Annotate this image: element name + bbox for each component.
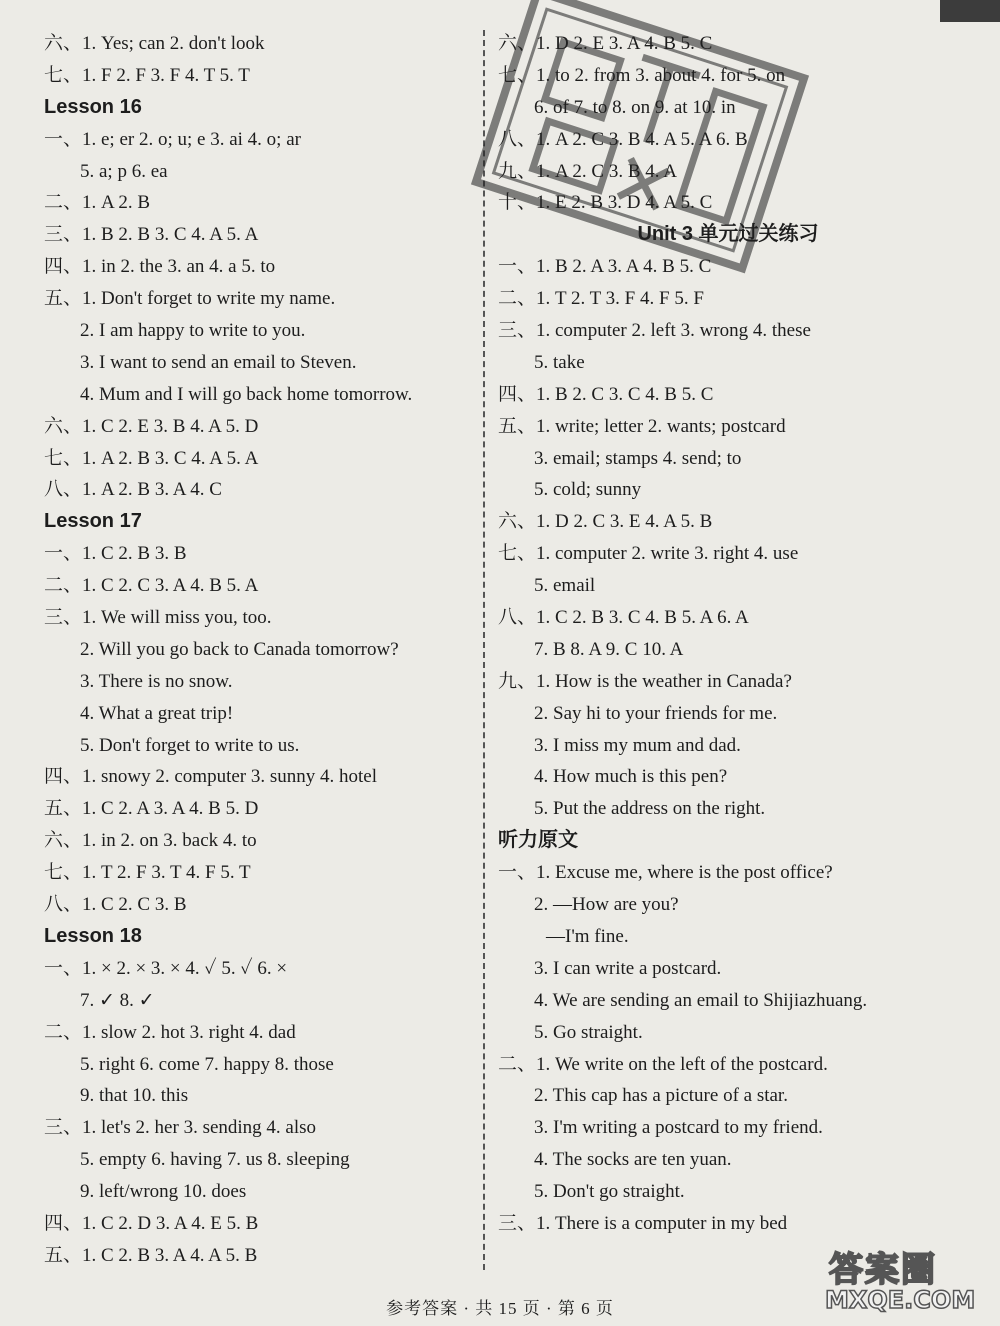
answer-line: 2. This cap has a picture of a star. (534, 1085, 788, 1107)
answer-line: 5. Go straight. (534, 1021, 643, 1043)
answer-line: 六、1. D 2. E 3. A 4. B 5. C (498, 33, 713, 54)
answer-line: 四、1. snowy 2. computer 3. sunny 4. hotel (44, 766, 378, 788)
answer-line: 七、1. to 2. from 3. about 4. for 5. on (498, 64, 786, 86)
answer-line: 5. email (534, 575, 596, 597)
answer-line: 八、1. C 2. B 3. C 4. B 5. A 6. A (498, 607, 749, 629)
answer-line: 一、1. × 2. × 3. × 4. ✓ 5. ✓ 6. × (44, 957, 288, 979)
section-heading: Lesson 16 (44, 95, 142, 118)
answer-line: 八、1. A 2. C 3. B 4. A 5. A 6. B (498, 128, 748, 150)
answer-line: 3. I want to send an email to Steven. (80, 351, 357, 373)
watermark-url: MXQE.COM (825, 1286, 976, 1314)
section-heading: Unit 3 单元过关练习 (637, 223, 819, 246)
answer-line: 六、1. Yes; can 2. don't look (44, 33, 265, 54)
answer-line: 一、1. e; er 2. o; u; e 3. ai 4. o; ar (44, 128, 301, 150)
answer-line: 9. left/wrong 10. does (80, 1181, 247, 1203)
answer-line: 一、1. B 2. A 3. A 4. B 5. C (498, 256, 712, 278)
left-column (44, 28, 474, 1272)
corner-tab (940, 0, 1000, 22)
site-watermark (817, 1240, 992, 1320)
answer-line: 7. ✓ 8. ✓ (80, 989, 155, 1011)
answer-line: 四、1. B 2. C 3. C 4. B 5. C (498, 383, 714, 405)
answer-line: 9. that 10. this (80, 1085, 189, 1107)
page-footer: 参考答案 · 共 15 页 · 第 6 页 (386, 1299, 614, 1318)
answer-line: 三、1. computer 2. left 3. wrong 4. these (498, 320, 811, 342)
answer-line: 七、1. computer 2. write 3. right 4. use (498, 543, 799, 565)
answer-line: 3. I can write a postcard. (534, 957, 722, 979)
section-heading: Lesson 17 (44, 510, 142, 533)
answer-line: 3. I'm writing a postcard to my friend. (534, 1117, 823, 1139)
answer-line: 六、1. C 2. E 3. B 4. A 5. D (44, 415, 259, 437)
answer-line: 二、1. T 2. T 3. F 4. F 5. F (498, 288, 704, 310)
answer-line: 2. Will you go back to Canada tomorrow? (80, 638, 399, 660)
answer-line: 六、1. in 2. on 3. back 4. to (44, 830, 257, 852)
answer-line: 十、1. E 2. B 3. D 4. A 5. C (498, 192, 713, 214)
answer-line: 九、1. How is the weather in Canada? (498, 670, 792, 692)
answer-line: 3. There is no snow. (80, 670, 233, 692)
watermark-logo-text: 答案圈 (829, 1250, 937, 1290)
answer-line: 5. cold; sunny (534, 479, 642, 501)
answer-line: 二、1. A 2. B (44, 192, 151, 214)
answer-line: 二、1. slow 2. hot 3. right 4. dad (44, 1021, 296, 1043)
answer-line: 5. Put the address on the right. (534, 798, 766, 820)
column-divider (483, 30, 485, 1270)
answer-line: 6. of 7. to 8. on 9. at 10. in (534, 96, 736, 118)
answer-line: 3. email; stamps 4. send; to (534, 447, 742, 469)
answer-line: 4. How much is this pen? (534, 766, 728, 788)
answer-line: 5. right 6. come 7. happy 8. those (80, 1053, 334, 1075)
answer-line: 八、1. A 2. B 3. A 4. C (44, 479, 222, 501)
answer-line: 四、1. C 2. D 3. A 4. E 5. B (44, 1212, 259, 1234)
answer-line: 二、1. We write on the left of the postcard. (498, 1053, 828, 1075)
answer-line: 5. Don't forget to write to us. (80, 734, 300, 756)
answer-line: 五、1. Don't forget to write my name. (44, 288, 336, 310)
answer-line: 4. We are sending an email to Shijiazhuang. (534, 989, 868, 1011)
answer-line: 7. B 8. A 9. C 10. A (534, 638, 684, 660)
answer-line: 2. —How are you? (534, 894, 679, 916)
answer-line: 八、1. C 2. C 3. B (44, 894, 187, 916)
answer-line: 七、1. F 2. F 3. F 4. T 5. T (44, 64, 250, 86)
answer-line: 四、1. in 2. the 3. an 4. a 5. to (44, 256, 276, 278)
answer-line: 五、1. C 2. B 3. A 4. A 5. B (44, 1244, 258, 1266)
answer-line: 5. take (534, 351, 585, 373)
answer-line: 二、1. C 2. C 3. A 4. B 5. A (44, 575, 259, 597)
answer-line: 2. Say hi to your friends for me. (534, 702, 778, 724)
answer-line: —I'm fine. (546, 925, 629, 947)
answer-line: 三、1. let's 2. her 3. sending 4. also (44, 1117, 317, 1139)
answer-line: 三、1. We will miss you, too. (44, 607, 272, 629)
answer-line: 五、1. write; letter 2. wants; postcard (498, 415, 786, 437)
answer-line: 五、1. C 2. A 3. A 4. B 5. D (44, 798, 259, 820)
section-heading: Lesson 18 (44, 924, 142, 947)
answer-line: 4. The socks are ten yuan. (534, 1149, 732, 1171)
answer-line: 2. I am happy to write to you. (80, 320, 306, 342)
answer-line: 5. Don't go straight. (534, 1181, 685, 1203)
answer-line: 七、1. A 2. B 3. C 4. A 5. A (44, 447, 259, 469)
answer-line: 三、1. There is a computer in my bed (498, 1212, 788, 1234)
answer-line: 六、1. D 2. C 3. E 4. A 5. B (498, 511, 713, 533)
answer-line: 4. Mum and I will go back home tomorrow. (80, 383, 413, 405)
answer-line: 七、1. T 2. F 3. T 4. F 5. T (44, 862, 251, 884)
answer-line: 4. What a great trip! (80, 702, 234, 724)
answer-line: 一、1. Excuse me, where is the post office? (498, 862, 833, 884)
section-heading: 听力原文 (498, 829, 578, 852)
answer-line: 3. I miss my mum and dad. (534, 734, 741, 756)
answer-line: 九、1. A 2. C 3. B 4. A (498, 160, 677, 182)
answer-line: 5. empty 6. having 7. us 8. sleeping (80, 1149, 350, 1171)
answer-line: 一、1. C 2. B 3. B (44, 543, 187, 565)
answer-line: 5. a; p 6. ea (80, 160, 168, 182)
answer-line: 三、1. B 2. B 3. C 4. A 5. A (44, 224, 259, 246)
